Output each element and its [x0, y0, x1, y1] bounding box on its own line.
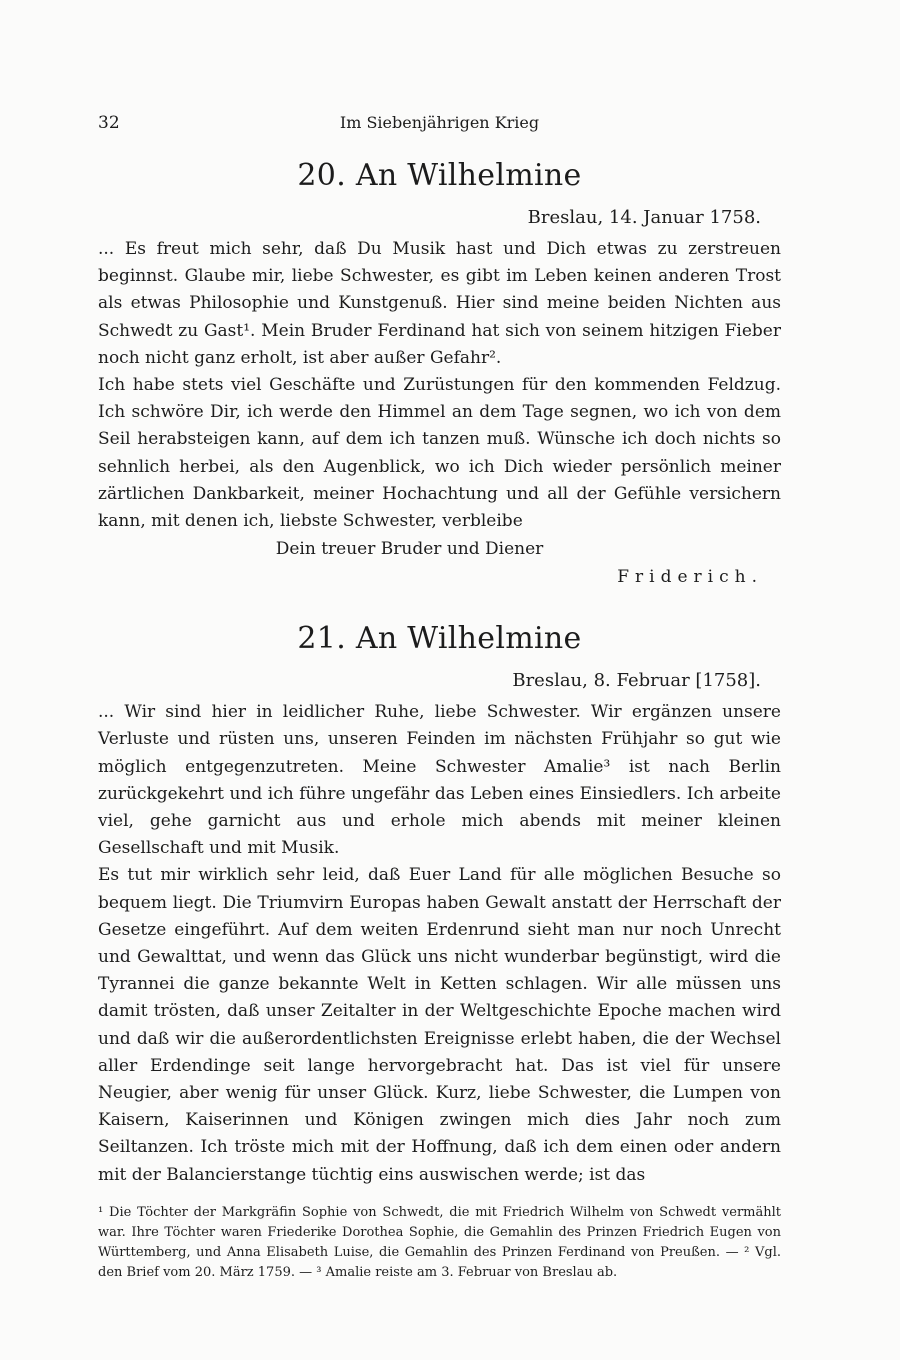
footnotes: ¹ Die Töchter der Markgräfin Sophie von Schwedt, die mit Friedrich Wilhelm von Schwedt vermählt war. Ihre Töchter waren Friederike Dorothea Sophie, die Gemahlin des Prinzen Friedrich Eugen von Württemberg, und Anna Elisabeth Luise, die Gemahlin des Prinzen Ferdinand von Preußen. — ² Vgl. den Brief vom 20. März 1759. — ³ Amalie reiste am 3. Februar von Breslau ab. [98, 1204, 781, 1280]
letter-paragraph: Es tut mir wirklich sehr leid, daß Euer Land für alle möglichen Besuche so bequem liegt. Die Triumvirn Europas haben Gewalt anstatt der Herrschaft der Gesetze eingeführt. Auf dem weiten Erdenrund sieht man nur noch Unrecht und Gewalttat, und wenn das Glück uns nicht wunderbar begünstigt, wird die Tyrannei die ganze bekannte Welt in Ketten schlagen. Wir alle müssen uns damit trösten, daß unser Zeitalter in der Weltgeschichte Epoche machen wird und daß wir die außerordentlichsten Ereignisse erlebt haben, die der Wechsel aller Erdendinge seit lange hervorgebracht hat. Das ist viel für unsere Neugier, aber wenig für unser Glück. Kurz, liebe Schwester, die Lumpen von Kaisern, Kaiserinnen und Königen zwingen mich dies Jahr noch zum Seiltanzen. Ich tröste mich mit der Hoffnung, daß ich dem einen oder andern mit der Balancierstange tüchtig eins auswischen werde; ist das [98, 865, 781, 1185]
letter-20 [98, 158, 781, 591]
running-head [98, 108, 781, 138]
letter-paragraph: Ich habe stets viel Geschäfte und Zurüstungen für den kommenden Feldzug. Ich schwöre Dir, ich werde den Himmel an dem Tage segnen, wo ich von dem Seil herabsteigen kann, auf dem ich tanzen muß. Wünsche ich doch nichts so sehnlich herbei, als den Augenblick, wo ich Dich wieder persönlich meiner zärtlichen Dankbarkeit, meiner Hochachtung und all der Gefühle versichern kann, mit denen ich, liebste Schwester, verbleibe [98, 375, 781, 532]
letter-paragraph: ... Wir sind hier in leidlicher Ruhe, liebe Schwester. Wir ergänzen unsere Verluste und rüsten uns, unseren Feinden im nächsten Frühjahr so gut wie möglich entgegenzutreten. Meine Schwester Amalie³ ist nach Berlin zurückgekehrt und ich führe ungefähr das Leben eines Einsiedlers. Ich arbeite viel, gehe garnicht aus und erhole mich abends mit meiner kleinen Gesellschaft und mit Musik. [98, 702, 781, 859]
letter-closing: Dein treuer Bruder und Diener [275, 539, 544, 560]
page-number: 32 [98, 113, 120, 133]
letter-heading: 21. An Wilhelmine [297, 621, 582, 657]
running-head-title: Im Siebenjährigen Krieg [339, 113, 540, 132]
letter-heading: 20. An Wilhelmine [297, 158, 582, 193]
letter-dateline: Breslau, 8. Februar [1758]. [512, 670, 761, 692]
book-page [98, 108, 781, 1348]
letter-paragraph: ... Es freut mich sehr, daß Du Musik hast und Dich etwas zu zerstreuen beginnst. Glaube mir, liebe Schwester, es gibt im Leben keinen anderen Trost als etwas Philosophie und Kunstgenuß. Hier sind meine beiden Nichten aus Schwedt zu Gast¹. Mein Bruder Ferdinand hat sich von seinem hitzigen Fieber noch nicht ganz erholt, ist aber außer Gefahr². [98, 239, 781, 368]
letter-signature: Friderich. [617, 567, 763, 588]
letter-21 [98, 621, 781, 1189]
letter-dateline: Breslau, 14. Januar 1758. [527, 207, 761, 228]
